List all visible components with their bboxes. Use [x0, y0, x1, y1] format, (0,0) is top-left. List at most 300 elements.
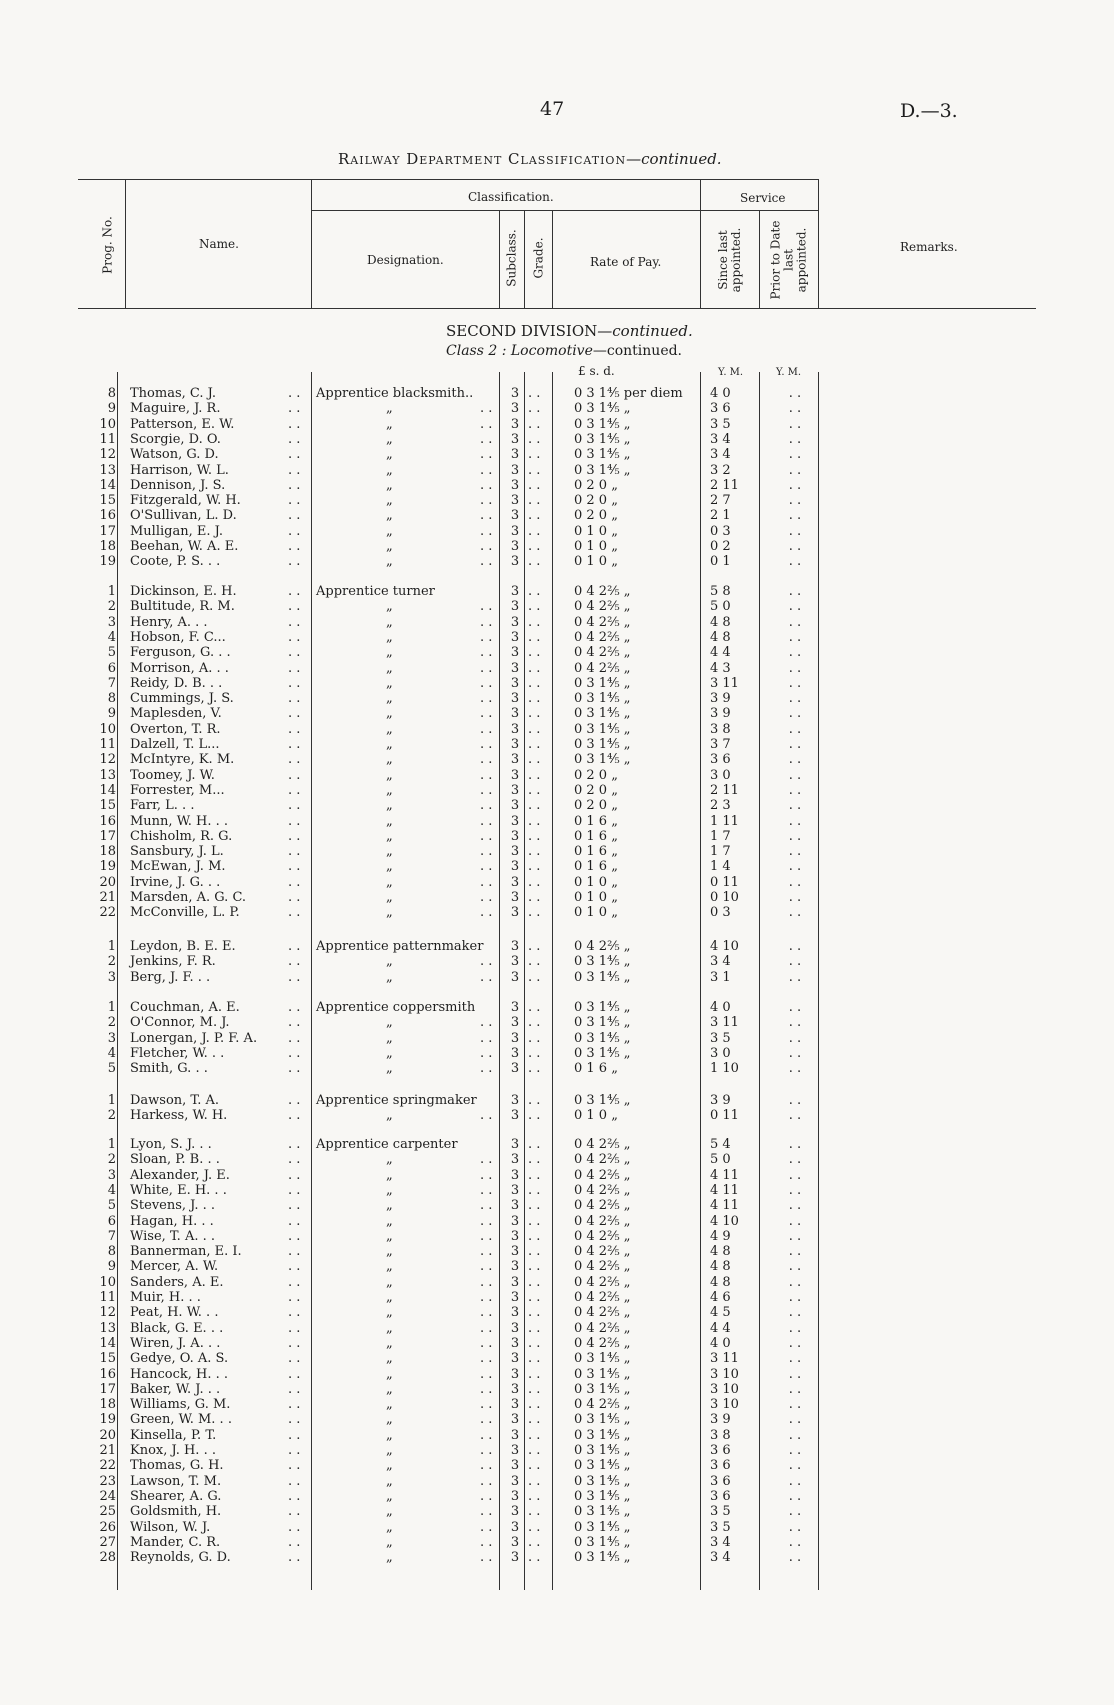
table-row: [0, 905, 1114, 920]
designation-dots: . .: [480, 859, 493, 875]
table-row: [0, 1290, 1114, 1305]
since-last-cell: 2 7: [710, 493, 731, 509]
prog-no-cell: 11: [99, 431, 116, 447]
leader-dots: . .: [288, 1504, 301, 1520]
name-cell: Green, W. M. . .: [130, 1412, 232, 1428]
leader-dots: . .: [288, 508, 301, 524]
prog-no-cell: 8: [107, 386, 116, 401]
prog-no-cell: 3: [107, 969, 116, 985]
prior-to-date-cell: . .: [788, 1015, 802, 1031]
leader-dots: . .: [288, 1108, 301, 1124]
table-row: [0, 432, 1114, 447]
since-last-cell: 4 8: [710, 1274, 731, 1290]
subclass-cell: 3: [510, 1030, 520, 1046]
since-last-cell: 0 1: [710, 554, 731, 570]
rate-of-pay-cell: 0 3 1⅘ „: [574, 401, 631, 417]
prior-to-date-cell: . .: [788, 1305, 802, 1321]
since-last-cell: 3 6: [710, 1458, 731, 1474]
leader-dots: . .: [288, 1443, 301, 1458]
designation-dots: . .: [480, 431, 493, 447]
subclass-cell: 3: [510, 645, 520, 661]
ditto-mark: „: [386, 1519, 393, 1535]
ditto-mark: „: [386, 859, 393, 875]
leader-dots: . .: [288, 1351, 301, 1367]
table-row: [0, 1108, 1114, 1123]
grade-cell: . .: [528, 1443, 541, 1458]
name-cell: Patterson, E. W.: [130, 416, 235, 432]
since-last-cell: 0 10: [710, 890, 739, 905]
designation-dots: . .: [480, 554, 493, 570]
rate-of-pay-cell: 0 4 2⅖ „: [574, 599, 631, 615]
prog-no-cell: 20: [99, 874, 116, 890]
designation-dots: . .: [480, 1305, 493, 1321]
ditto-mark: „: [386, 782, 393, 798]
subclass-cell: 3: [510, 1061, 520, 1077]
grade-cell: . .: [528, 1519, 541, 1535]
prog-no-cell: 5: [107, 1061, 116, 1077]
ditto-mark: „: [386, 629, 393, 645]
since-last-cell: 4 8: [710, 1244, 731, 1260]
leader-dots: . .: [288, 1213, 301, 1229]
class-continued: —continued.: [592, 343, 683, 359]
name-cell: Maguire, J. R.: [130, 401, 221, 417]
ditto-mark: „: [386, 1015, 393, 1031]
rate-of-pay-cell: 0 3 1⅘ „: [574, 1550, 631, 1566]
subclass-cell: 3: [510, 629, 520, 645]
name-cell: Mulligan, E. J.: [130, 523, 223, 539]
grade-cell: . .: [528, 1198, 541, 1214]
leader-dots: . .: [288, 462, 301, 478]
prior-to-date-cell: . .: [788, 1443, 802, 1458]
designation-cell: Apprentice turner: [316, 584, 435, 599]
name-cell: Knox, J. H. . .: [130, 1443, 216, 1458]
subclass-cell: 3: [510, 1137, 520, 1152]
subclass-cell: 3: [510, 859, 520, 875]
table-row: [0, 954, 1114, 969]
table-row: [0, 1367, 1114, 1382]
prior-to-date-cell: . .: [788, 1000, 802, 1015]
rate-of-pay-cell: 0 1 0 „: [574, 890, 618, 905]
table-row: [0, 599, 1114, 614]
subclass-cell: 3: [510, 954, 520, 970]
ditto-mark: „: [386, 508, 393, 524]
subclass-cell: 3: [510, 1152, 520, 1168]
subclass-cell: 3: [510, 1182, 520, 1198]
prog-no-cell: 13: [99, 462, 116, 478]
rate-of-pay-cell: 0 4 2⅖ „: [574, 1137, 631, 1152]
prior-to-date-cell: . .: [788, 401, 802, 417]
name-cell: O'Connor, M. J.: [130, 1015, 230, 1031]
prior-to-date-cell: . .: [788, 508, 802, 524]
prog-no-cell: 11: [99, 737, 116, 752]
prog-no-cell: 4: [107, 629, 116, 645]
prog-no-cell: 17: [99, 828, 116, 844]
name-cell: Wiren, J. A. . .: [130, 1335, 221, 1351]
designation-dots: . .: [480, 493, 493, 509]
rate-of-pay-cell: 0 4 2⅖ „: [574, 1244, 631, 1260]
rate-of-pay-cell: 0 4 2⅖ „: [574, 939, 631, 954]
prog-no-cell: 22: [99, 1458, 116, 1474]
designation-dots: . .: [480, 706, 493, 722]
rate-of-pay-cell: 0 3 1⅘ „: [574, 1045, 631, 1061]
grade-cell: . .: [528, 416, 541, 432]
table-row: [0, 722, 1114, 737]
prior-to-date-cell: . .: [788, 939, 802, 954]
subclass-cell: 3: [510, 614, 520, 630]
page-title-continued: —continued.: [626, 150, 722, 168]
rate-of-pay-cell: 0 3 1⅘ „: [574, 691, 631, 707]
name-cell: Fletcher, W. . .: [130, 1045, 225, 1061]
table-row: [0, 554, 1114, 569]
table-row: [0, 417, 1114, 432]
grade-cell: . .: [528, 905, 541, 921]
since-last-cell: 4 8: [710, 1259, 731, 1275]
rule-after-prior: [818, 179, 819, 309]
rate-of-pay-cell: 0 1 6 „: [574, 859, 618, 875]
leader-dots: . .: [288, 1274, 301, 1290]
designation-dots: . .: [480, 1198, 493, 1214]
subclass-cell: 3: [510, 447, 520, 463]
table-row: [0, 706, 1114, 721]
leader-dots: . .: [288, 1061, 301, 1077]
grade-cell: . .: [528, 431, 541, 447]
leader-dots: . .: [288, 798, 301, 814]
name-cell: Mercer, A. W.: [130, 1259, 219, 1275]
leader-dots: . .: [288, 1366, 301, 1382]
grade-cell: . .: [528, 1061, 541, 1077]
leader-dots: . .: [288, 1152, 301, 1168]
prog-no-cell: 9: [107, 401, 116, 417]
table-row: [0, 1351, 1114, 1366]
grade-cell: . .: [528, 813, 541, 829]
since-last-cell: 1 4: [710, 859, 731, 875]
prog-no-cell: 12: [99, 752, 116, 768]
since-last-cell: 4 0: [710, 1335, 731, 1351]
designation-dots: . .: [480, 798, 493, 814]
name-cell: Hancock, H. . .: [130, 1366, 228, 1382]
designation-dots: . .: [480, 874, 493, 890]
rate-of-pay-cell: 0 3 1⅘ „: [574, 969, 631, 985]
prog-no-cell: 26: [99, 1519, 116, 1535]
since-last-cell: 0 2: [710, 539, 731, 554]
subclass-cell: 3: [510, 1427, 520, 1443]
subclass-cell: 3: [510, 1244, 520, 1260]
table-row: [0, 1504, 1114, 1519]
subclass-cell: 3: [510, 1213, 520, 1229]
name-cell: Sanders, A. E.: [130, 1274, 224, 1290]
rate-of-pay-cell: 0 1 0 „: [574, 905, 618, 921]
leader-dots: . .: [288, 675, 301, 691]
subclass-cell: 3: [510, 737, 520, 752]
grade-cell: . .: [528, 721, 541, 737]
leader-dots: . .: [288, 813, 301, 829]
leader-dots: . .: [288, 431, 301, 447]
table-row: [0, 508, 1114, 523]
prior-to-date-cell: . .: [788, 1335, 802, 1351]
subclass-cell: 3: [510, 874, 520, 890]
subclass-cell: 3: [510, 1473, 520, 1489]
rate-of-pay-cell: 0 1 0 „: [574, 523, 618, 539]
ditto-mark: „: [386, 1351, 393, 1367]
leader-dots: . .: [288, 1534, 301, 1550]
subclass-cell: 3: [510, 1015, 520, 1031]
table-row: [0, 615, 1114, 630]
header-name: Name.: [199, 237, 239, 251]
grade-cell: . .: [528, 1412, 541, 1428]
leader-dots: . .: [288, 477, 301, 493]
since-last-cell: 3 4: [710, 1534, 731, 1550]
since-last-cell: 3 5: [710, 1030, 731, 1046]
subclass-cell: 3: [510, 1290, 520, 1305]
leader-dots: . .: [288, 493, 301, 509]
grade-cell: . .: [528, 844, 541, 860]
ditto-mark: „: [386, 401, 393, 417]
rate-of-pay-cell: 0 4 2⅖ „: [574, 1335, 631, 1351]
rule-after-subclass: [524, 210, 525, 309]
ditto-mark: „: [386, 447, 393, 463]
prior-to-date-cell: . .: [788, 1274, 802, 1290]
grade-cell: . .: [528, 477, 541, 493]
since-last-cell: 4 8: [710, 629, 731, 645]
table-row: [0, 1168, 1114, 1183]
grade-cell: . .: [528, 782, 541, 798]
since-last-cell: 3 6: [710, 1443, 731, 1458]
since-last-cell: 3 11: [710, 1015, 739, 1031]
prog-no-cell: 27: [99, 1534, 116, 1550]
grade-cell: . .: [528, 1305, 541, 1321]
ditto-mark: „: [386, 1412, 393, 1428]
subclass-cell: 3: [510, 844, 520, 860]
ditto-mark: „: [386, 1228, 393, 1244]
prog-no-cell: 1: [107, 584, 116, 599]
since-last-cell: 3 4: [710, 954, 731, 970]
prog-no-cell: 17: [99, 523, 116, 539]
subclass-cell: 3: [510, 1488, 520, 1504]
rate-of-pay-cell: 0 4 2⅖ „: [574, 1182, 631, 1198]
rate-of-pay-cell: 0 1 6 „: [574, 828, 618, 844]
ditto-mark: „: [386, 1443, 393, 1458]
rate-of-pay-cell: 0 3 1⅘ „: [574, 1488, 631, 1504]
since-last-cell: 1 7: [710, 828, 731, 844]
table-row: [0, 1520, 1114, 1535]
leader-dots: . .: [288, 1030, 301, 1046]
prog-no-cell: 14: [99, 782, 116, 798]
grade-cell: . .: [528, 1550, 541, 1566]
ditto-mark: „: [386, 523, 393, 539]
subclass-cell: 3: [510, 539, 520, 554]
designation-dots: . .: [480, 523, 493, 539]
grade-cell: . .: [528, 874, 541, 890]
leader-dots: . .: [288, 1473, 301, 1489]
page-number: 47: [540, 98, 565, 120]
ditto-mark: „: [386, 813, 393, 829]
designation-dots: . .: [480, 1458, 493, 1474]
designation-dots: . .: [480, 660, 493, 676]
prior-to-date-cell: . .: [788, 828, 802, 844]
prior-to-date-cell: . .: [788, 523, 802, 539]
grade-cell: . .: [528, 1427, 541, 1443]
rate-of-pay-cell: 0 4 2⅖ „: [574, 1305, 631, 1321]
since-last-cell: 4 11: [710, 1167, 739, 1183]
since-last-cell: 3 6: [710, 1473, 731, 1489]
since-last-cell: 0 11: [710, 874, 739, 890]
since-last-cell: 5 8: [710, 584, 731, 599]
prior-to-date-cell: . .: [788, 660, 802, 676]
since-last-cell: 3 6: [710, 752, 731, 768]
prog-no-cell: 22: [99, 905, 116, 921]
ditto-mark: „: [386, 477, 393, 493]
prog-no-cell: 2: [107, 954, 116, 970]
prior-to-date-cell: . .: [788, 1366, 802, 1382]
prog-no-cell: 8: [107, 691, 116, 707]
name-cell: Leydon, B. E. E.: [130, 939, 236, 954]
prior-to-date-cell: . .: [788, 629, 802, 645]
table-row: [0, 478, 1114, 493]
rate-of-pay-cell: 0 4 2⅖ „: [574, 1213, 631, 1229]
rule-after-since: [759, 210, 760, 309]
name-cell: Lawson, T. M.: [130, 1473, 222, 1489]
ditto-mark: „: [386, 890, 393, 905]
page-title: [338, 150, 722, 168]
table-row: [0, 661, 1114, 676]
subclass-cell: 3: [510, 1443, 520, 1458]
ditto-mark: „: [386, 1488, 393, 1504]
rate-of-pay-cell: 0 4 2⅖ „: [574, 584, 631, 599]
since-last-cell: 3 9: [710, 1093, 731, 1108]
designation-dots: . .: [480, 1534, 493, 1550]
leader-dots: . .: [288, 523, 301, 539]
prog-no-cell: 12: [99, 447, 116, 463]
grade-cell: . .: [528, 1244, 541, 1260]
designation-dots: . .: [480, 782, 493, 798]
since-last-cell: 4 0: [710, 386, 731, 401]
name-cell: Watson, G. D.: [130, 447, 219, 463]
ditto-mark: „: [386, 1534, 393, 1550]
ditto-mark: „: [386, 737, 393, 752]
table-row: [0, 676, 1114, 691]
prog-no-cell: 5: [107, 645, 116, 661]
prog-no-cell: 4: [107, 1045, 116, 1061]
leader-dots: . .: [288, 1305, 301, 1321]
ditto-mark: „: [386, 431, 393, 447]
prog-no-cell: 6: [107, 1213, 116, 1229]
rate-of-pay-cell: 0 3 1⅘ „: [574, 1366, 631, 1382]
leader-dots: . .: [288, 737, 301, 752]
ditto-mark: „: [386, 1320, 393, 1336]
name-cell: Hobson, F. C...: [130, 629, 226, 645]
leader-dots: . .: [288, 401, 301, 417]
grade-cell: . .: [528, 508, 541, 524]
leader-dots: . .: [288, 1335, 301, 1351]
since-last-cell: 1 11: [710, 813, 739, 829]
designation-dots: . .: [480, 721, 493, 737]
ditto-mark: „: [386, 1198, 393, 1214]
since-last-cell: 4 0: [710, 1000, 731, 1015]
ditto-mark: „: [386, 1108, 393, 1124]
prior-to-date-cell: . .: [788, 431, 802, 447]
since-last-cell: 0 11: [710, 1108, 739, 1124]
division-name: SECOND DIVISION: [446, 322, 598, 340]
table-row: [0, 463, 1114, 478]
designation-dots: . .: [480, 401, 493, 417]
name-cell: Williams, G. M.: [130, 1397, 231, 1413]
table-row: [0, 1474, 1114, 1489]
prior-to-date-cell: . .: [788, 782, 802, 798]
designation-dots: . .: [480, 462, 493, 478]
rate-of-pay-cell: 0 2 0 „: [574, 508, 618, 524]
prog-no-cell: 21: [99, 1443, 116, 1458]
rate-of-pay-cell: 0 3 1⅘ „: [574, 1427, 631, 1443]
grade-cell: . .: [528, 447, 541, 463]
name-cell: McConville, L. P.: [130, 905, 240, 921]
ditto-mark: „: [386, 798, 393, 814]
leader-dots: . .: [288, 721, 301, 737]
name-cell: Beehan, W. A. E.: [130, 539, 239, 554]
rate-of-pay-cell: 0 3 1⅘ „: [574, 706, 631, 722]
subclass-cell: 3: [510, 939, 520, 954]
leader-dots: . .: [288, 1290, 301, 1305]
leader-dots: . .: [288, 706, 301, 722]
leader-dots: . .: [288, 1182, 301, 1198]
subclass-cell: 3: [510, 890, 520, 905]
since-last-cell: 4 6: [710, 1290, 731, 1305]
since-last-cell: 3 11: [710, 675, 739, 691]
ditto-mark: „: [386, 554, 393, 570]
since-last-cell: 3 5: [710, 416, 731, 432]
subclass-cell: 3: [510, 1108, 520, 1124]
ditto-mark: „: [386, 954, 393, 970]
since-last-cell: 3 10: [710, 1397, 739, 1413]
grade-cell: . .: [528, 691, 541, 707]
table-row: [0, 875, 1114, 890]
ditto-mark: „: [386, 721, 393, 737]
designation-dots: . .: [480, 1412, 493, 1428]
prior-to-date-cell: . .: [788, 1137, 802, 1152]
header-bottom-rule: [78, 308, 1036, 309]
rate-of-pay-cell: 0 3 1⅘ per diem: [574, 386, 683, 401]
prog-no-cell: 1: [107, 1093, 116, 1108]
table-row: [0, 524, 1114, 539]
subclass-cell: 3: [510, 1093, 520, 1108]
ditto-mark: „: [386, 767, 393, 783]
prior-to-date-cell: . .: [788, 386, 802, 401]
header-prog-no: Prog. No.: [100, 216, 115, 274]
subclass-cell: 3: [510, 828, 520, 844]
since-last-cell: 3 5: [710, 1519, 731, 1535]
name-cell: Henry, A. . .: [130, 614, 208, 630]
name-cell: Farr, L. . .: [130, 798, 195, 814]
name-cell: White, E. H. . .: [130, 1182, 227, 1198]
prior-units-label: Y. M.: [776, 367, 802, 378]
prog-no-cell: 18: [99, 844, 116, 860]
prior-to-date-cell: . .: [788, 462, 802, 478]
prior-to-date-cell: . .: [788, 954, 802, 970]
grade-cell: . .: [528, 752, 541, 768]
grade-cell: . .: [528, 1351, 541, 1367]
prior-to-date-cell: . .: [788, 1198, 802, 1214]
since-last-cell: 2 1: [710, 508, 731, 524]
leader-dots: . .: [288, 614, 301, 630]
name-cell: Morrison, A. . .: [130, 660, 229, 676]
division-heading: [446, 322, 693, 340]
designation-dots: . .: [480, 447, 493, 463]
header-classification: Classification.: [468, 190, 554, 204]
rate-of-pay-cell: 0 3 1⅘ „: [574, 1412, 631, 1428]
since-last-cell: 5 4: [710, 1137, 731, 1152]
name-cell: Jenkins, F. R.: [130, 954, 216, 970]
ditto-mark: „: [386, 905, 393, 921]
rate-of-pay-cell: 0 4 2⅖ „: [574, 1397, 631, 1413]
